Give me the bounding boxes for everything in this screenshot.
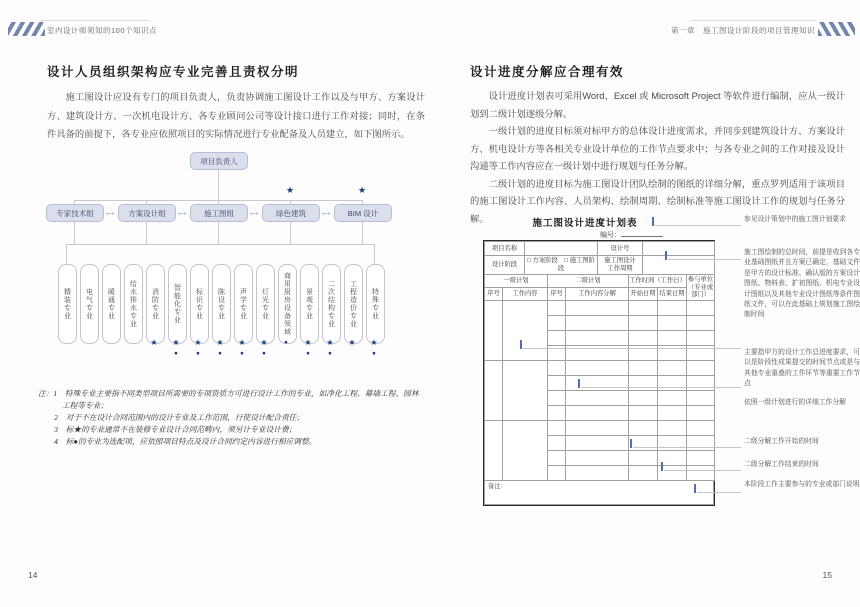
org-group-box: 施工图组 [190, 204, 248, 222]
org-specialty-label: 陈设专业 [217, 288, 225, 320]
note-item: 2 对于不在设计合同范围内的设计专业及工作范围，行使设计配合责任； [54, 412, 305, 422]
cell-start-date: 开始日期 [629, 288, 658, 301]
org-specialty-box [168, 264, 187, 344]
callout-leader [668, 259, 741, 260]
org-star-icon: ★ [304, 338, 312, 347]
callout-tick [665, 251, 667, 260]
cell-work-content: 工作内容 [503, 288, 548, 301]
callout-leader [697, 492, 741, 493]
org-dot-icon: ● [328, 350, 332, 357]
annotation: 二级分解工作结束的时间 [744, 461, 819, 468]
cell-blank [687, 466, 715, 481]
org-dot-icon: ● [218, 350, 222, 357]
org-specialty-label: 暖通专业 [107, 288, 115, 320]
cell-blank [658, 361, 687, 376]
org-specialty-box [344, 264, 363, 344]
org-specialty-box [212, 264, 231, 344]
org-specialty-label: 智能化专业 [173, 284, 181, 324]
org-connector [66, 244, 67, 264]
blank-fill-line [621, 230, 663, 237]
callout-leader [581, 387, 741, 388]
cell-blank [658, 331, 687, 346]
cell-blank [658, 316, 687, 331]
org-specialty-label: 景观专业 [305, 288, 313, 320]
cell-blank [548, 451, 566, 466]
org-group-box: 专家技术组 [46, 204, 104, 222]
cell-seq-no: 序号 [485, 288, 503, 301]
body-paragraph [47, 88, 425, 144]
cell-blank [503, 421, 548, 481]
cell-blank [566, 466, 629, 481]
org-star-icon: ★ [216, 338, 224, 347]
org-specialty-box [300, 264, 319, 344]
annotation: 参见设计策划中的施工图计划要求 [744, 216, 846, 223]
org-specialty-box [322, 264, 341, 344]
cell-blank [658, 301, 687, 316]
cell-blank [548, 406, 566, 421]
org-specialty-label: 二次结构专业 [327, 280, 335, 328]
cell-remark: 备注： [485, 481, 714, 505]
callout-leader [664, 470, 741, 471]
org-group-box: 绿色建筑 [262, 204, 320, 222]
cell-blank [485, 301, 503, 361]
cell-blank [687, 301, 715, 316]
cell-blank [687, 391, 715, 406]
cell-blank [548, 316, 566, 331]
note-label: 注： [38, 389, 54, 398]
cell-blank [566, 406, 629, 421]
annotation: 本阶段工作主要参与的专业或部门说明 [744, 481, 860, 488]
label-line: 参与单位 [687, 276, 714, 284]
org-star-icon: ★ [194, 338, 202, 347]
section-heading-left: 设计人员组织架构应专业完善且责权分明 [47, 65, 300, 79]
cell-blank [687, 406, 715, 421]
cell-blank [687, 421, 715, 436]
cell-blank [503, 361, 548, 421]
org-specialty-label: 声学专业 [239, 288, 247, 320]
paragraph-text: 设计进度计划表可采用Word、Excel 或 Microsoft Project 等软件进行编制，应从一级计划到二级计划逐级分解。 [470, 91, 845, 119]
cell-blank [629, 391, 658, 406]
callout-tick [661, 462, 663, 471]
cell-blank [566, 451, 629, 466]
org-star-icon: ★ [348, 338, 356, 347]
table-remark-row [484, 480, 714, 505]
cell-blank [485, 361, 503, 421]
cell-blank [629, 301, 658, 316]
cell-blank [548, 421, 566, 436]
org-connector [374, 244, 375, 264]
org-specialty-label: 消防专业 [151, 288, 159, 320]
note-item: 4 标●的专业为选配项，应依照项目特点及设计合同约定内容进行相应调整。 [54, 436, 317, 446]
figure-notes [38, 388, 426, 448]
org-connector [66, 244, 375, 245]
org-star-icon: ★ [326, 338, 334, 347]
callout-tick [520, 340, 522, 349]
label-line: 施工图设计 [604, 257, 636, 265]
callout-tick [578, 379, 580, 388]
cell-blank [525, 242, 598, 256]
org-connector [290, 220, 291, 244]
cell-work-period-label [598, 256, 643, 275]
page-number-left: 14 [28, 570, 38, 580]
cell-blank [566, 331, 629, 346]
annotation: 施工图绘制的总时间，前提是收到各专业基础图纸并且方案已确定，基础文件是甲方的设计标准、确认版的方案设计图纸、物料表、扩初图纸、机电专业设计图纸以及其他专业设计图纸等条件图纸文件，可以在此基础上规划施工图绘制时间 [744, 249, 860, 319]
page-number-right: 15 [822, 570, 832, 580]
org-star-icon: ★ [172, 338, 180, 347]
annotation: 依照一级计划进行的详细工作分解 [744, 399, 846, 406]
paragraph-text: 施工图设计应设有专门的项目负责人，负责协调施工图设计工作以及与甲方、方案设计方、建筑设计方、一次机电设计方、各专业顾问公司等设计接口进行工作对接；同时，在条件具备的前提下，各专业应依照项目的实际情况进行专业配备及人员建立，如下图所示。 [47, 92, 425, 139]
org-specialty-box [146, 264, 165, 344]
org-dot-icon: ● [372, 350, 376, 357]
org-specialty-box [190, 264, 209, 344]
org-group-box: 方案设计组 [118, 204, 176, 222]
cell-blank [566, 316, 629, 331]
cell-blank [658, 421, 687, 436]
cell-blank [629, 466, 658, 481]
org-dot-icon: ● [262, 350, 266, 357]
org-dot-icon: ● [196, 350, 200, 357]
cell-blank [548, 466, 566, 481]
cell-stage-checkboxes: □ 方案阶段 □ 施工图阶段 [525, 256, 598, 275]
cell-blank [629, 451, 658, 466]
cell-blank [687, 436, 715, 451]
cell-blank [658, 376, 687, 391]
org-specialty-box [278, 264, 297, 344]
double-arrow-icon: ↔ [103, 207, 117, 217]
org-star-icon: ★ [150, 338, 158, 347]
org-specialty-box [102, 264, 121, 344]
org-specialty-box [124, 264, 143, 344]
cell-end-date: 结束日期 [658, 288, 687, 301]
cell-blank [548, 391, 566, 406]
cell-blank [629, 316, 658, 331]
org-specialty-label: 商用厨房设备领域 [283, 272, 291, 336]
annotation: 二级分解工作开始的时间 [744, 438, 819, 445]
org-dot-icon: ● [174, 350, 178, 357]
cell-blank [687, 316, 715, 331]
table-plan-grid [484, 274, 715, 481]
org-specialty-label: 特殊专业 [371, 288, 379, 320]
cell-blank [566, 301, 629, 316]
org-specialty-box [366, 264, 385, 344]
number-label: 编号： [600, 232, 621, 239]
org-connector [146, 220, 147, 244]
body-paragraphs [470, 88, 845, 228]
callout-leader [633, 447, 741, 448]
section-heading-right: 设计进度分解应合理有效 [470, 65, 625, 79]
table-info-rows [484, 241, 715, 275]
cell-work-time: 工作时间（工作日） [629, 275, 687, 288]
header-rule [690, 20, 816, 21]
org-root-box: 项目负责人 [190, 152, 248, 170]
org-star-icon: ★ [370, 338, 378, 347]
org-specialty-label: 精装专业 [63, 288, 71, 320]
callout-leader [523, 348, 741, 349]
org-connector [362, 220, 363, 244]
cell-blank [687, 361, 715, 376]
org-star-icon: ★ [260, 338, 268, 347]
org-connector [218, 220, 219, 244]
header-rule [40, 20, 150, 21]
cell-seq-no: 序号 [548, 288, 566, 301]
cell-blank [629, 376, 658, 391]
org-dot-icon: ● [306, 350, 310, 357]
cell-blank [687, 451, 715, 466]
org-specialty-label: 给水排水专业 [129, 280, 137, 328]
org-specialty-box [58, 264, 77, 344]
cell-blank [548, 361, 566, 376]
org-specialty-label: 标识专业 [195, 288, 203, 320]
table-title: 施工图设计进度计划表 [532, 218, 638, 229]
cell-level2-plan: 二级计划 [548, 275, 629, 288]
cell-blank [629, 436, 658, 451]
cell-work-breakdown: 工作内容分解 [566, 288, 629, 301]
cell-blank [629, 421, 658, 436]
header-stripes-icon [818, 22, 855, 36]
header-stripes-icon [8, 22, 45, 36]
cell-blank [566, 436, 629, 451]
double-arrow-icon: ↔ [319, 207, 333, 217]
cell-blank [629, 406, 658, 421]
cell-blank [566, 361, 629, 376]
running-header-right: 第一章 施工图设计阶段的项目管理知识 [671, 26, 815, 35]
cell-project-name-label: 项目名称 [485, 242, 525, 256]
cell-blank [629, 361, 658, 376]
callout-tick [694, 484, 696, 493]
org-group-box: BIM 设计 [334, 204, 392, 222]
org-specialty-label: 灯光专业 [261, 288, 269, 320]
cell-level1-plan: 一级计划 [485, 275, 548, 288]
label-line: （专业或部门） [687, 283, 714, 299]
cell-blank [548, 301, 566, 316]
cell-blank [658, 436, 687, 451]
double-arrow-icon: ↔ [247, 207, 261, 217]
paragraph-text: 二级计划的进度目标为施工图设计团队绘制的图纸的详细分解，重点罗列适用于该项目的施工图设计工作内容、人员架构、绘制周期、绘制标准等施工图设计工作的规划与任务分解。 [470, 178, 845, 224]
schedule-plan-table [483, 240, 715, 506]
cell-blank [485, 421, 503, 481]
cell-blank [548, 331, 566, 346]
cell-design-no-label: 设计号 [598, 242, 643, 256]
label-line: 工作周期 [607, 265, 633, 272]
cell-blank [629, 331, 658, 346]
cell-blank [548, 436, 566, 451]
org-star-icon: ★ [238, 338, 246, 347]
callout-leader [655, 225, 741, 226]
cell-blank [548, 376, 566, 391]
org-star-icon: ★ [285, 185, 295, 195]
running-header-left: 室内设计师须知的100个知识点 [47, 26, 158, 35]
org-specialty-box [80, 264, 99, 344]
table-number-label [600, 230, 663, 240]
cell-blank [566, 421, 629, 436]
org-specialty-box [234, 264, 253, 344]
org-dot-icon: ● [284, 339, 288, 346]
paragraph-text: 一级计划的进度目标须对标甲方的总体设计进度需求，并同步到建筑设计方、方案设计方、机电设计方等各相关专业设计单位的工作节点要求中；与各专业之间的工作对接及设计沟通等工作内容应在一级计划中进行规划与任务分解。 [470, 126, 845, 171]
cell-blank [658, 406, 687, 421]
cell-design-stage-label: 设计阶段 [485, 256, 525, 275]
org-connector [74, 220, 75, 244]
cell-blank [687, 376, 715, 391]
org-connector [218, 168, 219, 200]
cell-blank [566, 376, 629, 391]
note-item: 3 标★的专业通常不在装修专业设计合同范畴内，须另计专业设计费； [54, 424, 297, 434]
org-specialty-label: 电气专业 [85, 288, 93, 320]
callout-tick [652, 217, 654, 226]
org-specialty-box [256, 264, 275, 344]
cell-participants [687, 275, 715, 301]
cell-blank [566, 391, 629, 406]
plan-row [485, 361, 715, 376]
cell-blank [643, 242, 715, 256]
double-arrow-icon: ↔ [175, 207, 189, 217]
note-item: 注：1 特殊专业主要指不同类型项目所需要的专项资质方可进行设计工作的专业，如净化工程、幕墙工程、园林工程等专业； [38, 389, 419, 410]
plan-row [485, 421, 715, 436]
cell-blank [503, 301, 548, 361]
plan-row [485, 301, 715, 316]
cell-blank [658, 391, 687, 406]
callout-tick [630, 439, 632, 448]
org-star-icon: ★ [357, 185, 367, 195]
annotation: 主要指甲方的设计工作总进度要求，可以是阶段性成果提交的时间节点或是与其他专业重叠的工作环节等重要工作节点 [744, 349, 860, 388]
org-specialty-label: 工程造价专业 [349, 280, 357, 328]
org-dot-icon: ● [240, 350, 244, 357]
cell-blank [687, 331, 715, 346]
